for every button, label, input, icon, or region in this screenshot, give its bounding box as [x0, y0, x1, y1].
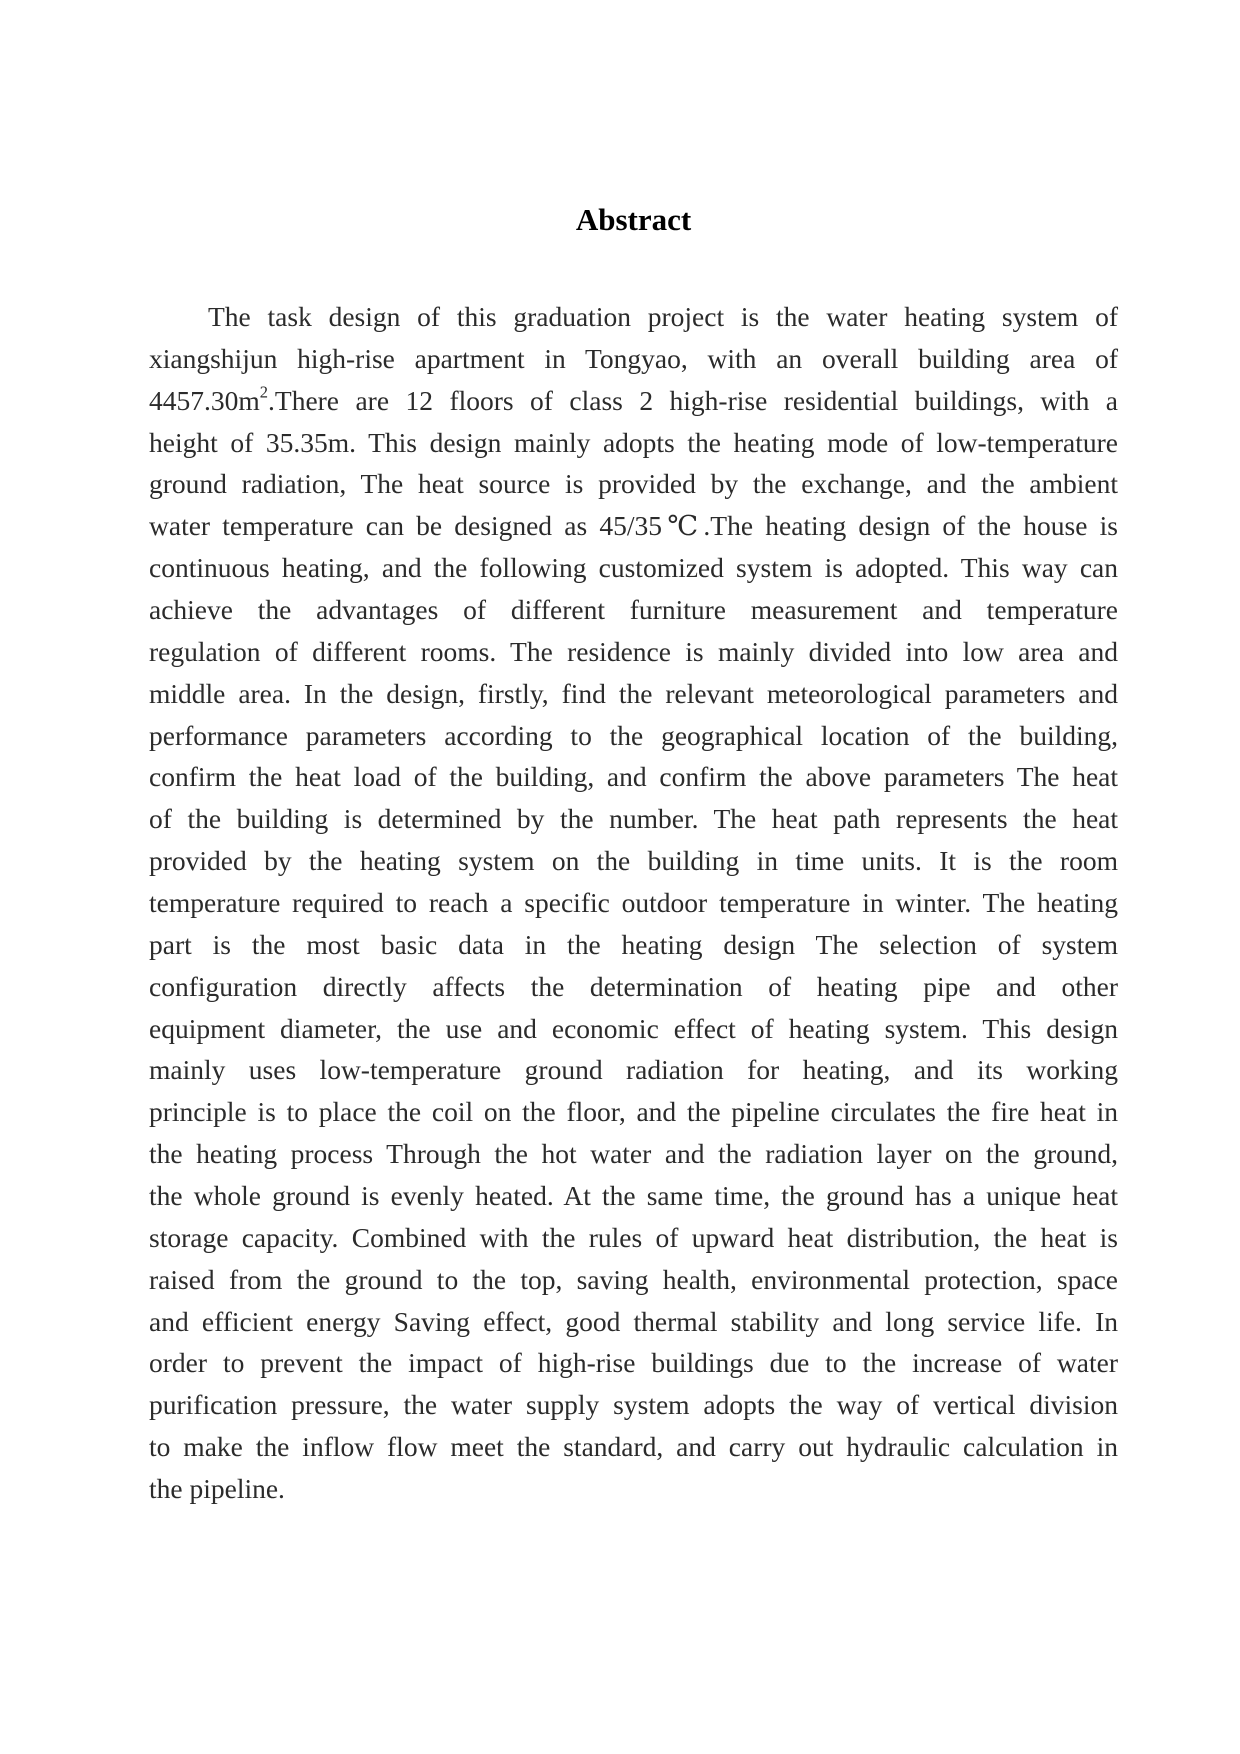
abstract-line: xiangshijun high-rise apartment in Tongyao, with an overall building area of — [149, 342, 1118, 374]
abstract-line: confirm the heat load of the building, and confirm the above parameters The heat — [149, 761, 1118, 793]
abstract-line: provided by the heating system on the building in time units. It is the room — [149, 845, 1118, 877]
abstract-line: middle area. In the design, firstly, find the relevant meteorological parameters and — [149, 677, 1118, 709]
abstract-line: the heating process Through the hot water and the radiation layer on the ground, — [149, 1138, 1118, 1170]
abstract-line: raised from the ground to the top, saving health, environmental protection, space — [149, 1263, 1118, 1295]
abstract-line: equipment diameter, the use and economic effect of heating system. This design — [149, 1012, 1118, 1044]
abstract-line-with-superscript — [149, 380, 1118, 422]
abstract-line: the whole ground is evenly heated. At the same time, the ground has a unique heat — [149, 1180, 1118, 1212]
abstract-line-last: the pipeline. — [149, 1473, 285, 1505]
abstract-line: principle is to place the coil on the floor, and the pipeline circulates the fire heat in — [149, 1096, 1118, 1128]
area-value: 4457.30m — [149, 384, 260, 416]
abstract-line: of the building is determined by the number. The heat path represents the heat — [149, 803, 1118, 835]
abstract-line: and efficient energy Saving effect, good thermal stability and long service life. In — [149, 1305, 1118, 1337]
abstract-line: mainly uses low-temperature ground radiation for heating, and its working — [149, 1054, 1118, 1086]
abstract-line: performance parameters according to the geographical location of the building, — [149, 719, 1118, 751]
abstract-line: height of 35.35m. This design mainly adopts the heating mode of low-temperature — [149, 426, 1118, 458]
abstract-line: continuous heating, and the following customized system is adopted. This way can — [149, 552, 1118, 584]
abstract-line: storage capacity. Combined with the rules of upward heat distribution, the heat is — [149, 1221, 1118, 1253]
abstract-line: purification pressure, the water supply system adopts the way of vertical division — [149, 1389, 1118, 1421]
abstract-line: ground radiation, The heat source is provided by the exchange, and the ambient — [149, 468, 1118, 500]
abstract-line: order to prevent the impact of high-rise buildings due to the increase of water — [149, 1347, 1118, 1379]
abstract-line: to make the inflow flow meet the standard, and carry out hydraulic calculation in — [149, 1431, 1118, 1463]
area-superscript: 2 — [259, 382, 269, 402]
abstract-line-rest: .There are 12 floors of class 2 high-rise residential buildings, with a — [268, 384, 1118, 416]
abstract-title: Abstract — [575, 202, 692, 237]
abstract-line: water temperature can be designed as 45/35℃.The heating design of the house is — [149, 510, 1118, 542]
abstract-line: temperature required to reach a specific outdoor temperature in winter. The heating — [149, 887, 1118, 919]
abstract-line: regulation of different rooms. The residence is mainly divided into low area and — [149, 635, 1118, 667]
abstract-line: achieve the advantages of different furniture measurement and temperature — [149, 594, 1118, 626]
abstract-line: The task design of this graduation project is the water heating system of — [208, 301, 1118, 332]
abstract-line: part is the most basic data in the heating design The selection of system — [149, 928, 1118, 960]
abstract-body — [149, 296, 1118, 1510]
abstract-line: configuration directly affects the determination of heating pipe and other — [149, 970, 1118, 1002]
